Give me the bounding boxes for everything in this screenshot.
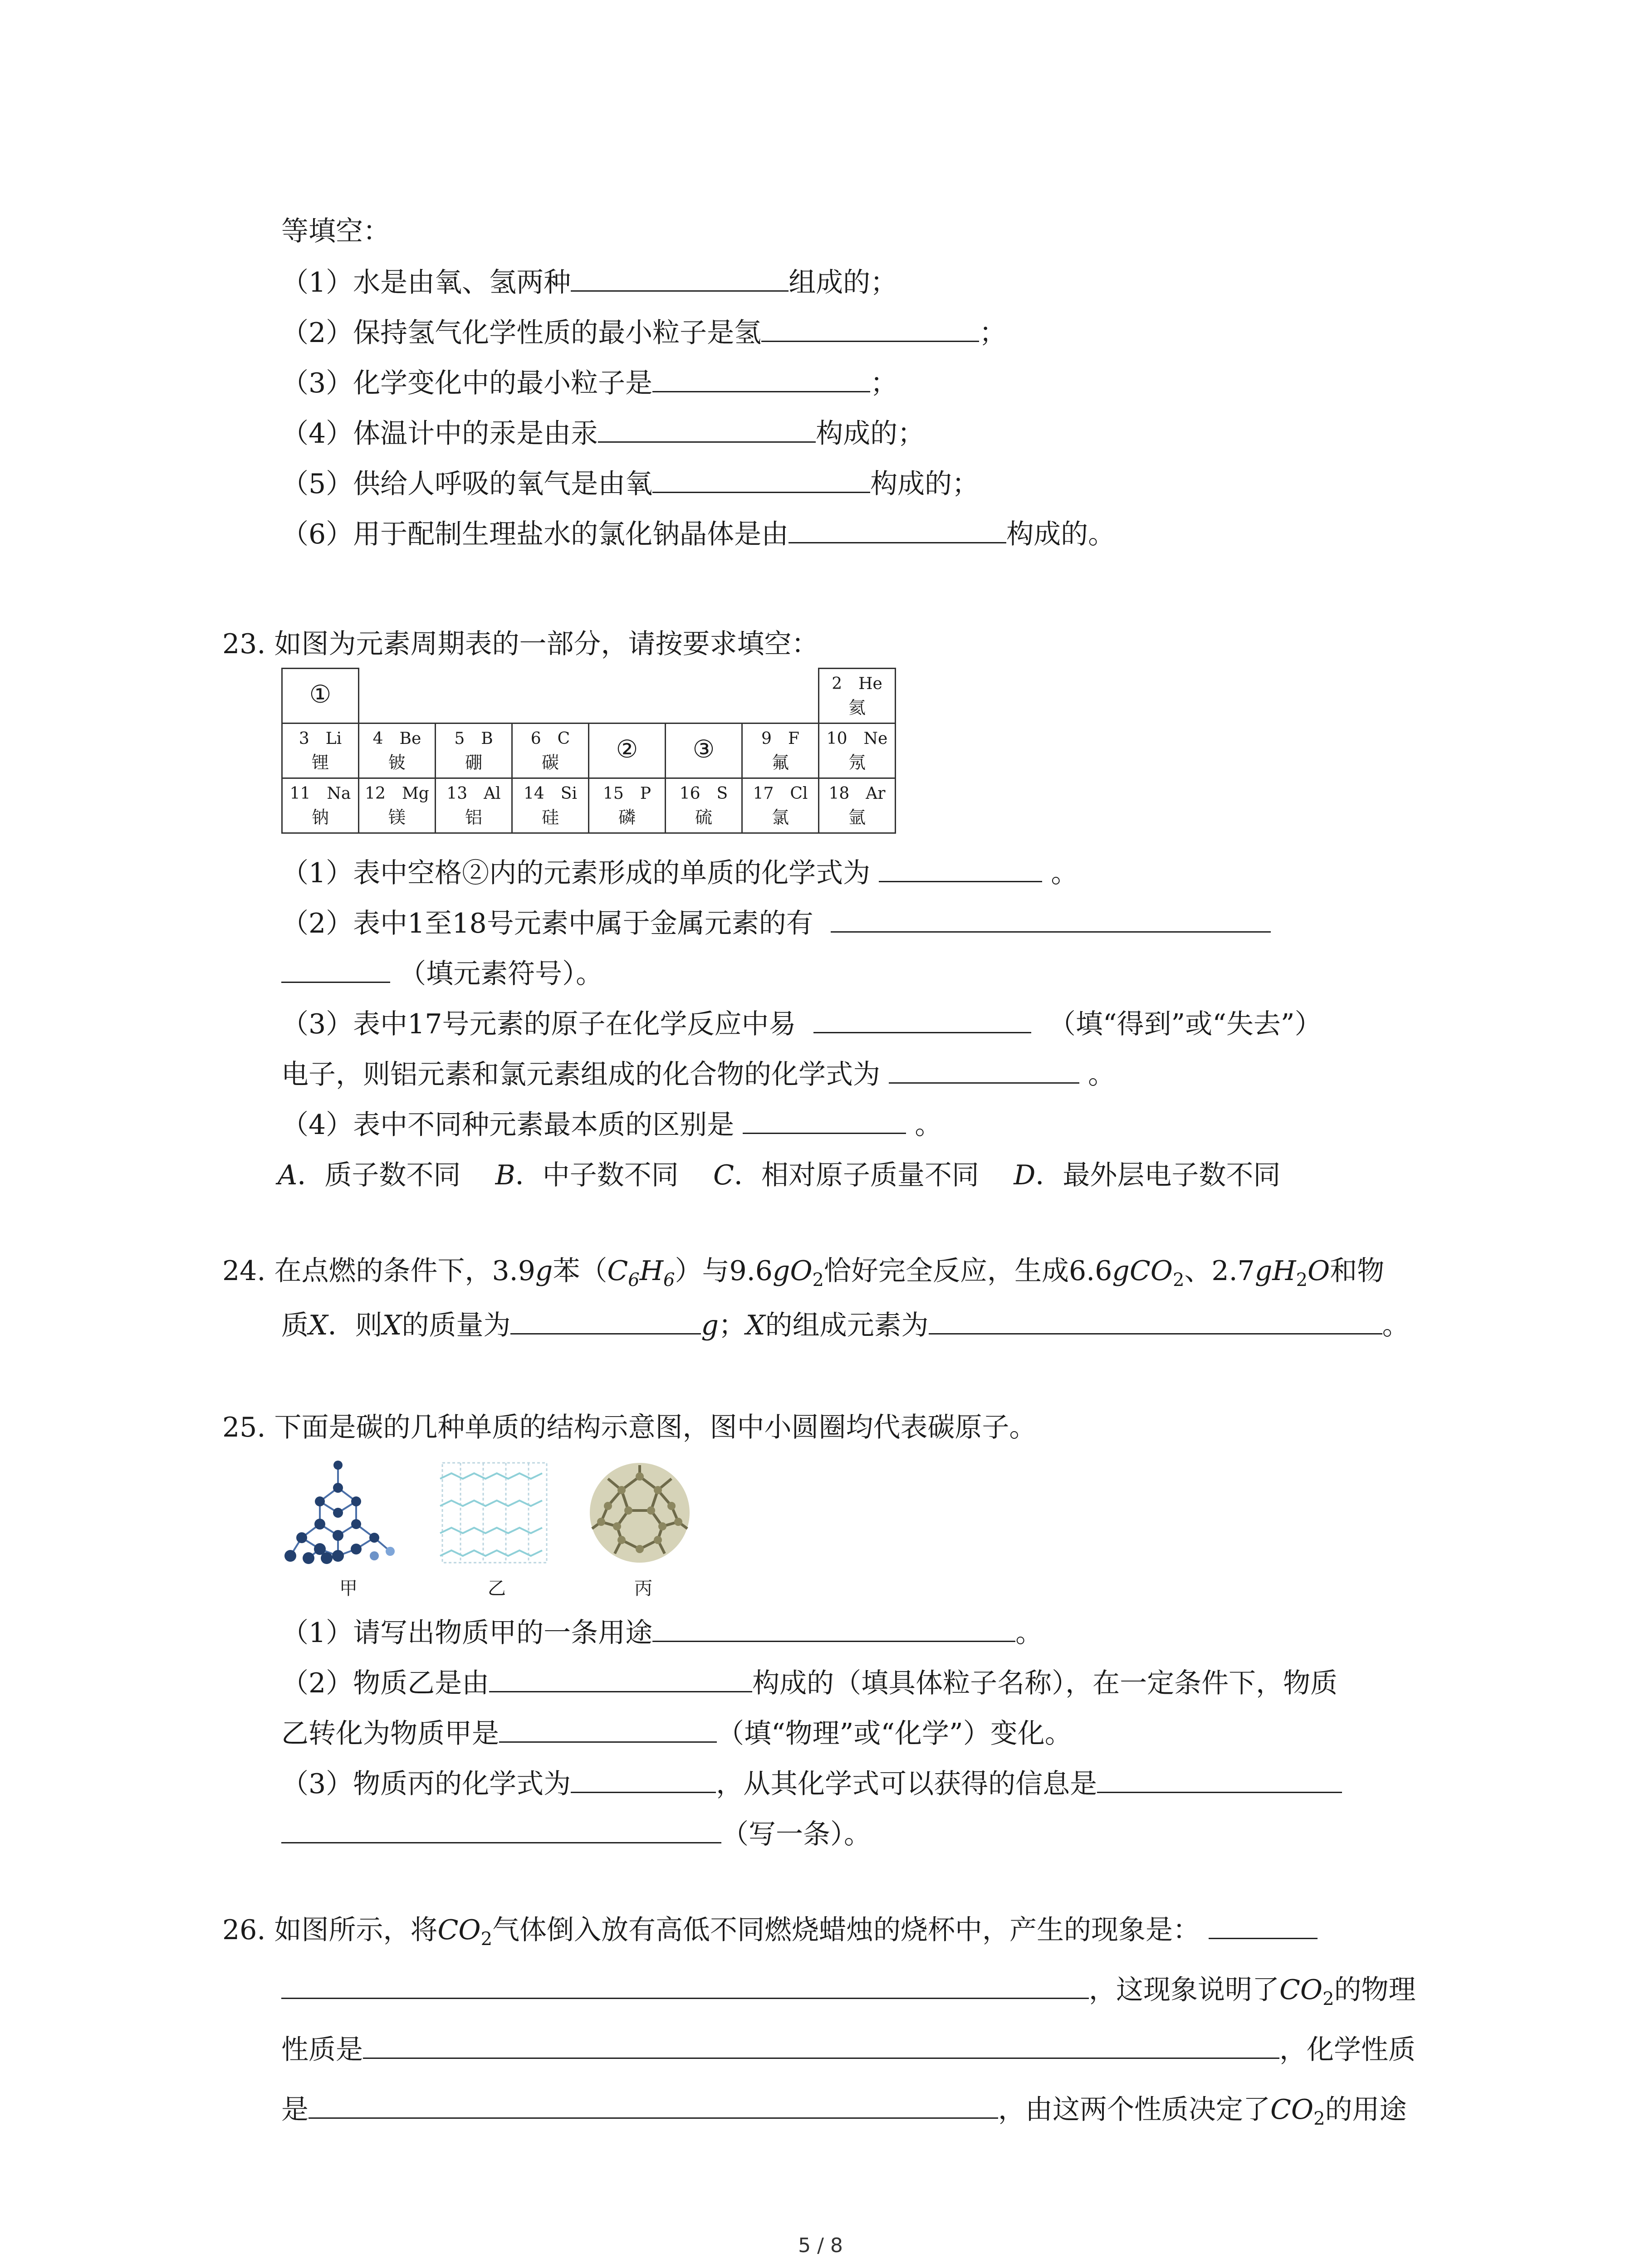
q22-item-4: （4）体温计中的汞是由汞 构成的； bbox=[281, 411, 925, 456]
answer-blank[interactable] bbox=[652, 464, 870, 493]
q22-item-6: （6）用于配制生理盐水的氯化钠晶体是由 构成的。 bbox=[281, 512, 1115, 557]
q25-part-1: （1）请写出物质甲的一条用途 。 bbox=[281, 1610, 1043, 1656]
q26-line-1: 26. 如图所示，将$CO_2$气体倒入放有高低不同燃烧蜡烛的烧杯中，产生的现象是： bbox=[222, 1907, 1318, 1953]
answer-blank[interactable] bbox=[1097, 1764, 1342, 1793]
answer-blank[interactable] bbox=[652, 363, 870, 392]
q23-part-3: （3）表中17号元素的原子在化学反应中易 （填“得到”或“失去”） bbox=[281, 1002, 1322, 1047]
answer-blank[interactable] bbox=[652, 1613, 1015, 1642]
answer-blank[interactable] bbox=[309, 2089, 998, 2119]
caption-yi: 乙 bbox=[488, 1578, 506, 1599]
caption-jia: 甲 bbox=[339, 1578, 358, 1599]
fullerene-structure-image bbox=[581, 1456, 699, 1569]
option-a[interactable]: A．质子数不同 bbox=[278, 1159, 461, 1191]
q25-part-2: （2）物质乙是由 构成的（填具体粒子名称），在一定条件下，物质 bbox=[281, 1661, 1337, 1706]
q26-line-4: 是 ，由这两个性质决定了$CO_2$的用途 bbox=[281, 2087, 1407, 2132]
q23-options bbox=[278, 1153, 1280, 1198]
q22-item-1: （1）水是由氧、氢两种 组成的； bbox=[281, 260, 897, 305]
page-number: 5 / 8 bbox=[798, 2234, 843, 2257]
cell-blank-1: ① bbox=[282, 669, 359, 723]
q24-line-1: 24. 在点燃的条件下，3.9g苯$(C_6H_6)$与$9.6gO_2$恰好完全反应，生成6.6gCO$_2$、$2.7gH_2O$和物 bbox=[222, 1255, 1385, 1290]
option-d[interactable]: D．最外层电子数不同 bbox=[1014, 1159, 1281, 1191]
answer-blank[interactable] bbox=[489, 1663, 752, 1692]
q25-stem: 25. 下面是碳的几种单质的结构示意图，图中小圆圈均代表碳原子。 bbox=[222, 1412, 1037, 1443]
q23-part-1: （1）表中空格②内的元素形成的单质的化学式为 。 bbox=[281, 850, 1078, 896]
answer-blank[interactable] bbox=[813, 1004, 1031, 1033]
element-cell: 9 F 氟 bbox=[742, 723, 819, 778]
element-cell: 16 S 硫 bbox=[666, 778, 742, 833]
q25-part-3-cont: （写一条）。 bbox=[281, 1812, 871, 1857]
element-cell: 6 C 碳 bbox=[512, 723, 589, 778]
element-cell: 14 Si 硅 bbox=[512, 778, 589, 833]
answer-blank[interactable] bbox=[571, 1764, 716, 1793]
answer-blank[interactable] bbox=[281, 953, 390, 983]
q23-part-3-cont: 电子，则铝元素和氯元素组成的化合物的化学式为 。 bbox=[281, 1052, 1115, 1097]
q23-stem: 23. 如图为元素周期表的一部分，请按要求填空： bbox=[222, 628, 819, 660]
element-cell: 5 B 硼 bbox=[436, 723, 512, 778]
answer-blank[interactable] bbox=[761, 313, 979, 342]
element-cell: 4 Be 铍 bbox=[359, 723, 436, 778]
answer-blank[interactable] bbox=[499, 1713, 717, 1743]
q25-part-2-cont: 乙转化为物质甲是 （填“物理”或“化学”）变化。 bbox=[281, 1711, 1072, 1756]
element-cell: 18 Ar 氩 bbox=[819, 778, 896, 833]
element-cell: 12 Mg 镁 bbox=[359, 778, 436, 833]
q23-part-2: （2）表中1至18号元素中属于金属元素的有 bbox=[281, 901, 1271, 946]
q23-part-4: （4）表中不同种元素最本质的区别是 。 bbox=[281, 1102, 942, 1148]
option-b[interactable]: B．中子数不同 bbox=[495, 1159, 679, 1191]
option-c[interactable]: C．相对原子质量不同 bbox=[713, 1159, 979, 1191]
caption-bing: 丙 bbox=[634, 1578, 652, 1599]
answer-blank[interactable] bbox=[929, 1305, 1382, 1334]
answer-blank[interactable] bbox=[789, 514, 1006, 543]
graphite-structure-image bbox=[433, 1458, 554, 1567]
q22-item-3: （3）化学变化中的最小粒子是 ； bbox=[281, 361, 897, 406]
element-cell: 10 Ne 氖 bbox=[819, 723, 896, 778]
q26-line-2: ，这现象说明了$CO_2$的物理 bbox=[281, 1967, 1416, 2013]
q25-part-3: （3）物质丙的化学式为 ，从其化学式可以获得的信息是 bbox=[281, 1761, 1342, 1807]
answer-blank[interactable] bbox=[598, 413, 816, 443]
answer-blank[interactable] bbox=[363, 2029, 1279, 2059]
element-cell-blank-3: ③ bbox=[666, 723, 742, 778]
q23-part-2-cont: （填元素符号）。 bbox=[281, 951, 603, 997]
cell-helium: 2 He 氦 bbox=[819, 669, 896, 723]
answer-blank[interactable] bbox=[743, 1105, 906, 1134]
element-cell: 13 Al 铝 bbox=[436, 778, 512, 833]
element-cell: 11 Na 钠 bbox=[282, 778, 359, 833]
element-cell-blank-2: ② bbox=[589, 723, 666, 778]
element-cell: 17 Cl 氯 bbox=[742, 778, 819, 833]
periodic-table bbox=[281, 668, 896, 834]
answer-blank[interactable] bbox=[281, 1814, 721, 1843]
q26-line-3: 性质是 ，化学性质 bbox=[281, 2027, 1416, 2072]
answer-blank[interactable] bbox=[889, 1054, 1079, 1084]
q22-item-2: （2）保持氢气化学性质的最小粒子是氢 ； bbox=[281, 310, 1006, 356]
answer-blank[interactable] bbox=[879, 853, 1042, 882]
answer-blank[interactable] bbox=[510, 1305, 701, 1334]
answer-blank[interactable] bbox=[831, 903, 1271, 933]
element-cell: 3 Li 锂 bbox=[282, 723, 359, 778]
q24-line-2: 质X．则X的质量为 g；X的组成元素为 。 bbox=[281, 1303, 1410, 1348]
answer-blank[interactable] bbox=[571, 262, 789, 292]
answer-blank[interactable] bbox=[281, 1970, 1089, 1999]
diamond-structure-image bbox=[277, 1456, 408, 1567]
answer-blank[interactable] bbox=[1209, 1910, 1318, 1939]
element-cell: 15 P 磷 bbox=[589, 778, 666, 833]
q22-intro: 等填空： bbox=[281, 215, 390, 247]
q22-item-5: （5）供给人呼吸的氧气是由氧 构成的； bbox=[281, 461, 979, 507]
